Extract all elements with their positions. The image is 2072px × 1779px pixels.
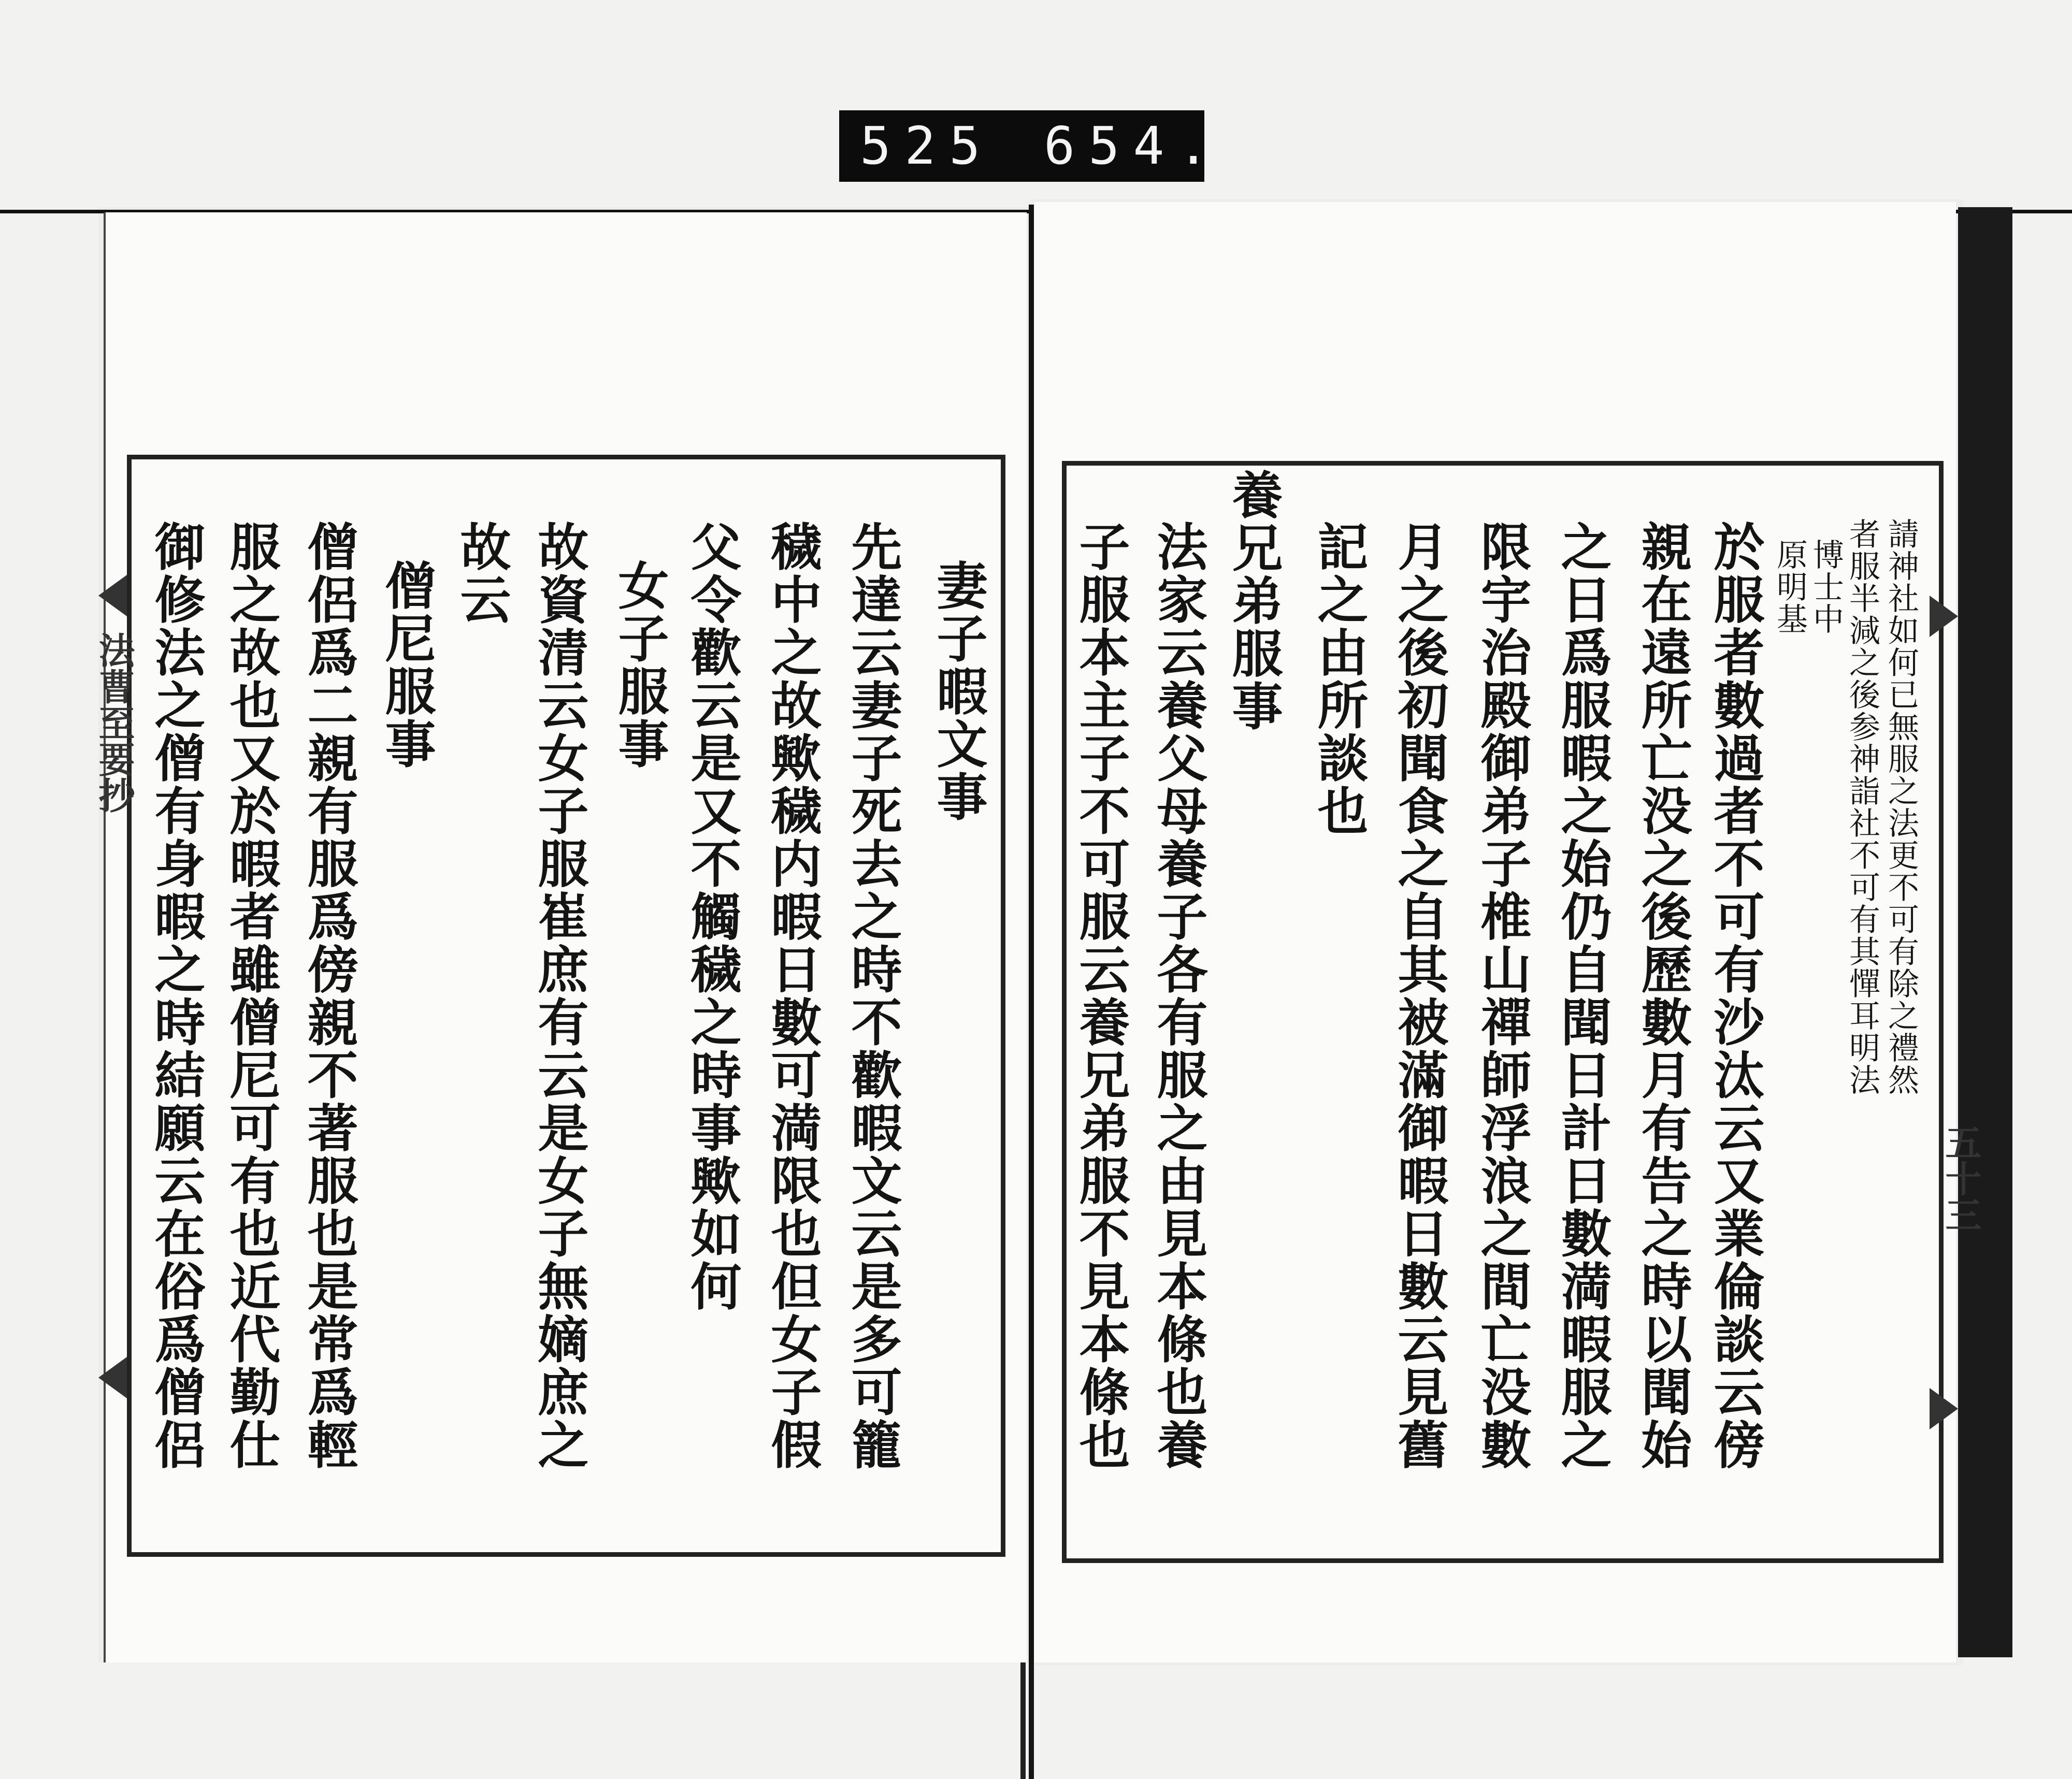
left-column-7: 故云 (452, 520, 511, 626)
left-column-6: 故資清云女子服崔庶有云是女子無嫡庶之 (529, 520, 589, 1471)
fishtail-mark-left-top (98, 575, 127, 616)
section-heading-adoptive-siblings: 養兄弟服事 (1224, 469, 1283, 733)
fishtail-mark-left-bottom (98, 1357, 127, 1398)
left-column-4: 父令歡云是又不觸穢之時事歟如何 (682, 520, 742, 1313)
right-margin-page-number: 五十三 (1939, 1124, 1982, 1233)
fishtail-mark-right-bottom (1930, 1388, 1958, 1429)
right-column-9: 子服本主子不可服云養兄弟服不見本條也 (1071, 520, 1130, 1471)
fishtail-mark-right-top (1930, 596, 1958, 637)
section-heading-wife-child-leave: 妻子暇文事 (928, 559, 988, 823)
right-column-3: 之日爲服暇之始仍自聞日計日數満暇服之 (1552, 520, 1612, 1471)
shelf-number-left: 525 (860, 115, 994, 176)
left-column-11: 御修法之僧有身暇之時結願云在俗爲僧侶 (146, 520, 206, 1471)
right-note-signature-2: 原明基 (1772, 539, 1808, 635)
right-column-1: 於服者數過者不可有沙汰云又業倫談云傍 (1705, 520, 1765, 1471)
shelf-number-right: 654. (1044, 115, 1222, 176)
right-note-line-2: 者服半減之後参神詣社不可有其憚耳明法 (1844, 518, 1880, 1096)
right-note-line-1: 請神社如何已無服之法更不可有除之禮然 (1883, 518, 1919, 1096)
left-column-2: 先達云妻子死去之時不歡暇文云是多可籠 (843, 520, 902, 1471)
right-column-8: 法家云養父母養子各有服之由見本條也養 (1148, 520, 1208, 1471)
right-column-4: 限宇治殿御弟子椎山禪師浮浪之間亡没數 (1472, 520, 1532, 1471)
left-column-3: 穢中之故歟穢内暇日數可満限也但女子假 (762, 520, 822, 1471)
right-column-6: 記之由所談也 (1309, 520, 1369, 837)
left-column-9: 僧侶爲二親有服爲傍親不著服也是常爲輕 (299, 520, 358, 1471)
section-heading-daughter-mourning: 女子服事 (610, 559, 669, 771)
book-gutter (1029, 205, 1034, 1779)
section-heading-clergy-mourning: 僧尼服事 (377, 559, 436, 771)
right-note-signature-1: 博士中 (1808, 539, 1844, 635)
right-edge-binding (1958, 207, 2012, 1657)
shelf-number-label (839, 110, 1222, 182)
left-margin-title: 法曹至要抄 (93, 632, 136, 813)
right-column-2: 親在遠所亡没之後歷數月有告之時以聞始 (1633, 520, 1692, 1471)
right-column-5: 月之後初聞食之自其被滿御暇日數云見舊 (1389, 520, 1449, 1471)
left-column-10: 服之故也又於暇者雖僧尼可有也近代勤仕 (221, 520, 281, 1471)
